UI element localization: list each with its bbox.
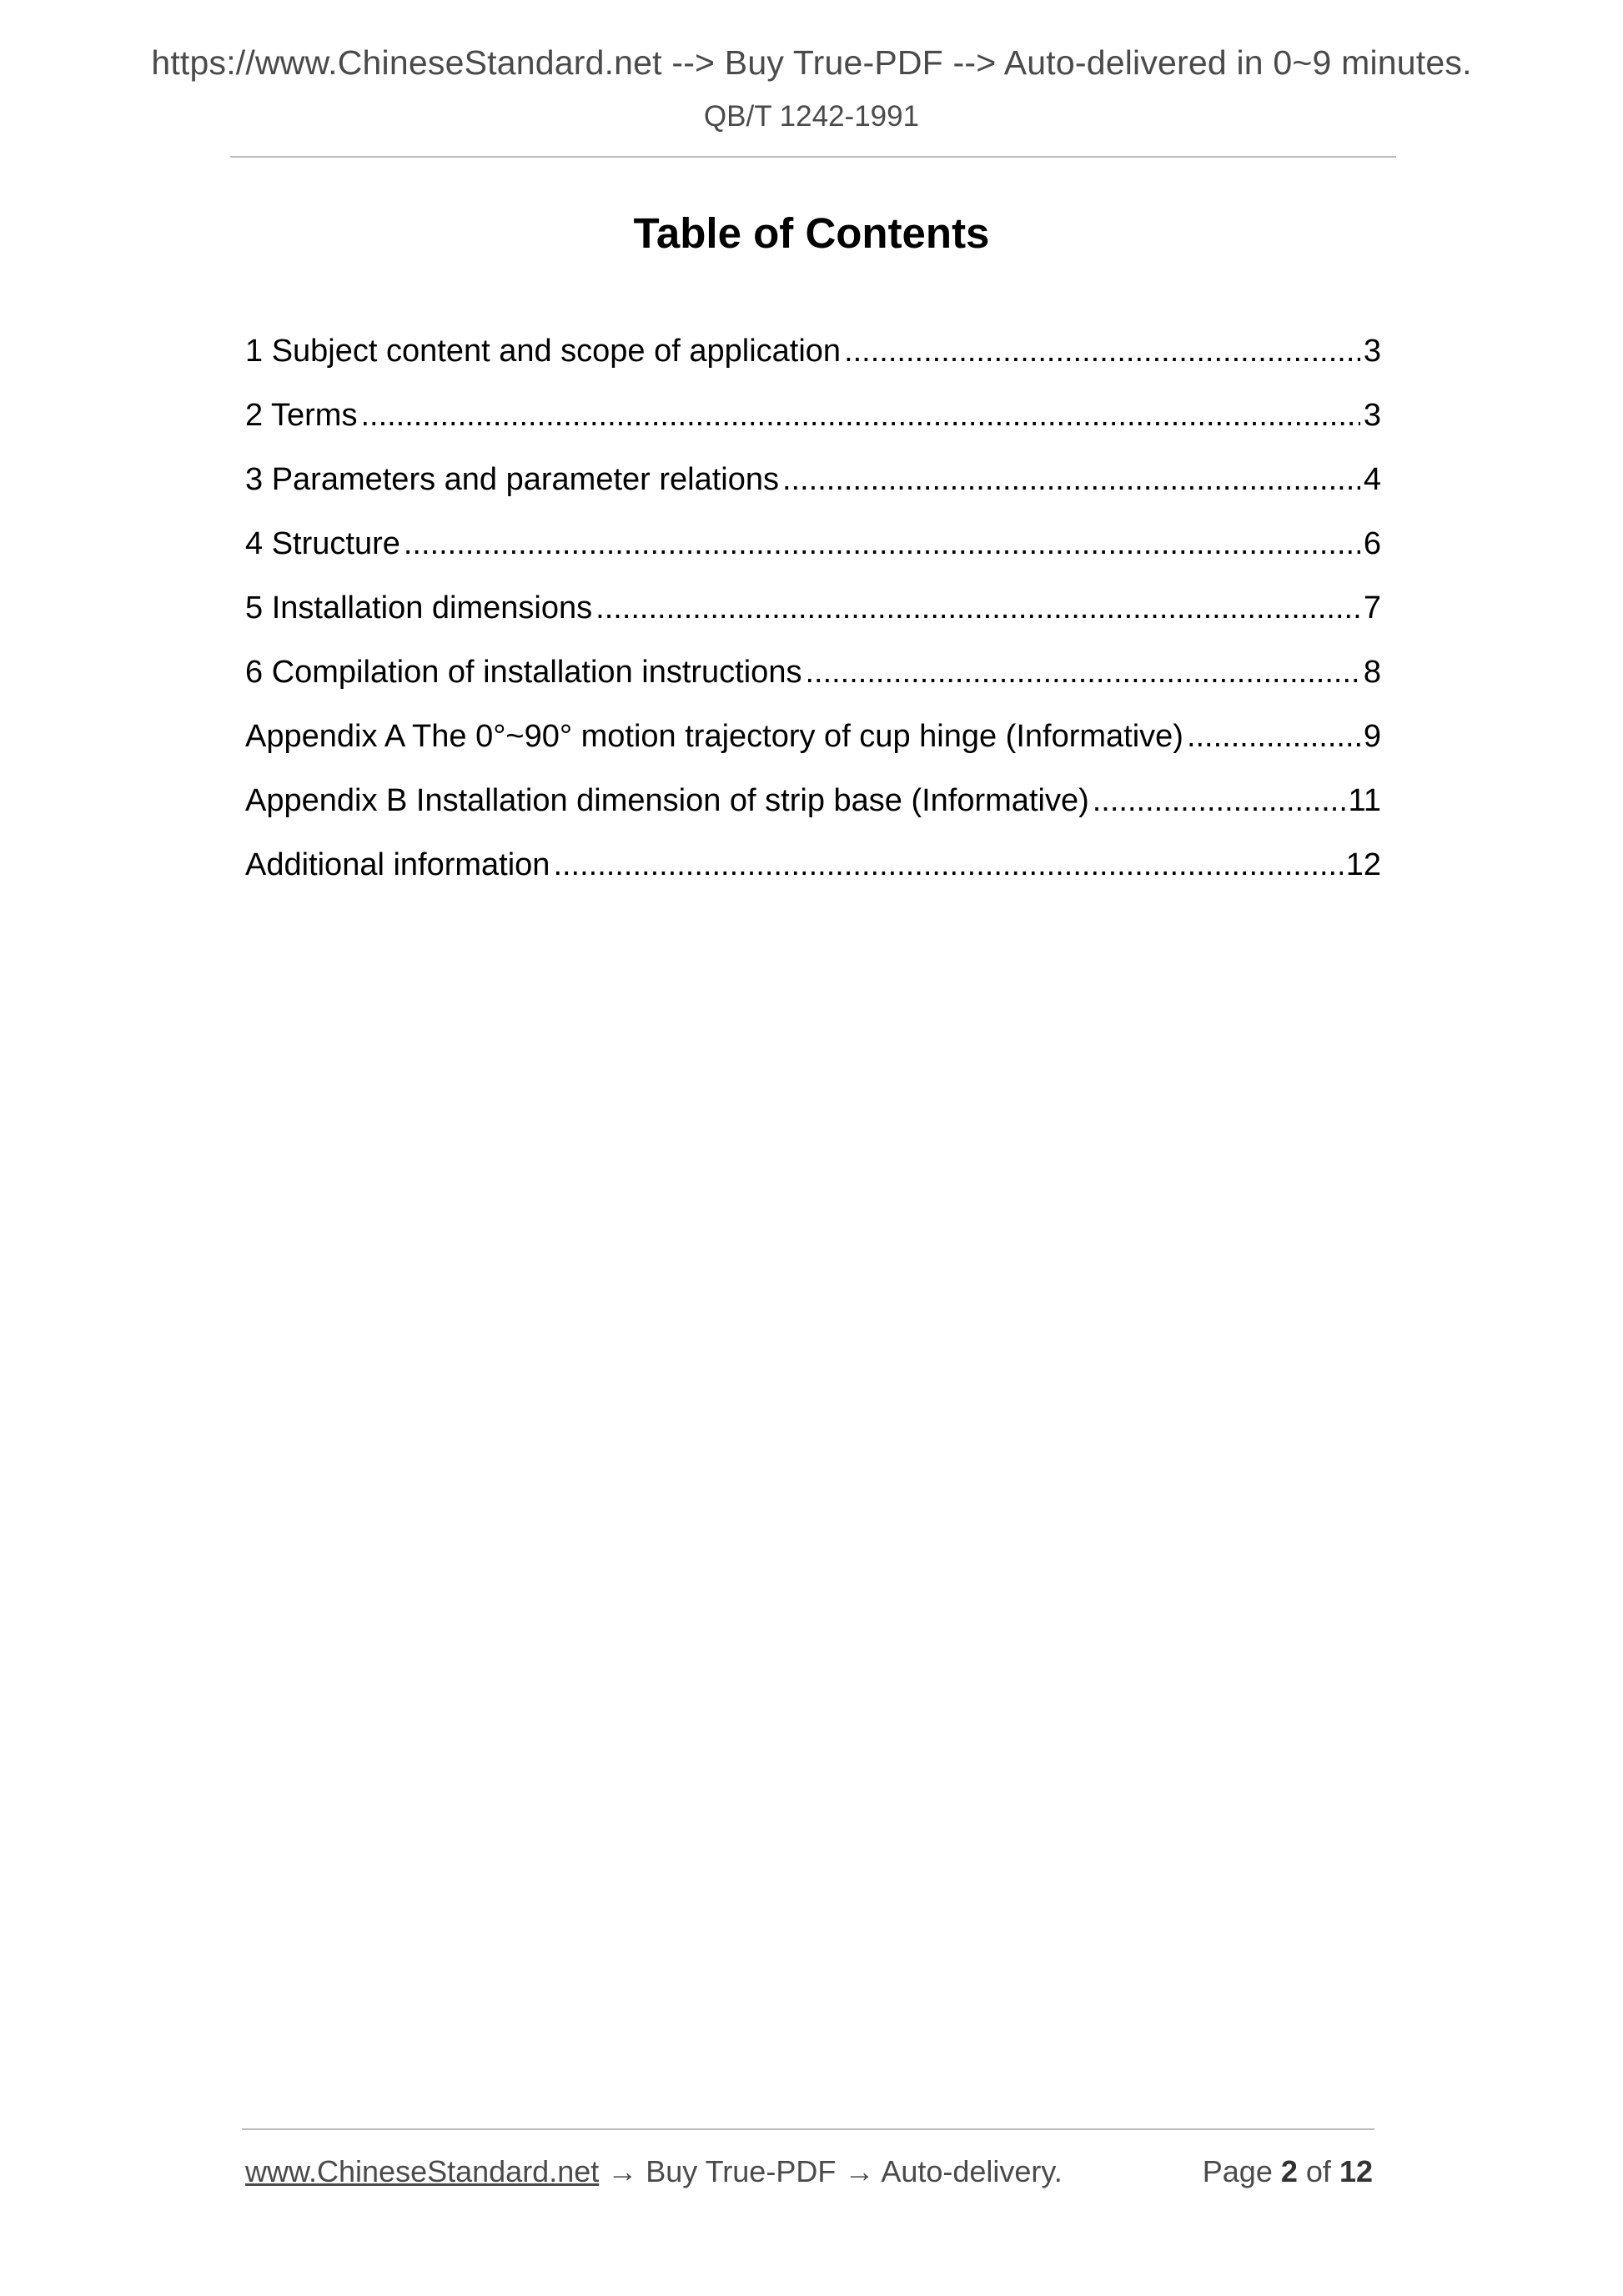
toc-entry-label: Appendix A The 0°~90° motion trajectory of cup hinge (Informative) — [245, 719, 1183, 754]
page-number — [1203, 2154, 1373, 2189]
page-total: 12 — [1339, 2154, 1373, 2188]
toc-leader-dots — [360, 394, 1359, 436]
footer-divider — [242, 2128, 1374, 2130]
toc-entry-page: 3 — [1363, 398, 1381, 433]
toc-leader-dots — [782, 459, 1360, 500]
toc-entry-page: 4 — [1363, 462, 1381, 497]
toc-entry[interactable] — [245, 523, 1381, 587]
toc-entry[interactable] — [245, 587, 1381, 651]
toc-leader-dots — [844, 330, 1360, 372]
toc-entry-page: 3 — [1363, 334, 1381, 369]
toc-entry-label: 2 Terms — [245, 398, 358, 433]
toc-entry-label: Additional information — [245, 847, 550, 882]
toc-leader-dots — [1187, 716, 1360, 757]
toc-entry-label: 5 Installation dimensions — [245, 590, 593, 625]
toc-title: Table of Contents — [633, 209, 990, 257]
toc-entry-page: 11 — [1348, 783, 1381, 818]
toc-leader-dots — [553, 844, 1342, 886]
toc-entry-label: 3 Parameters and parameter relations — [245, 462, 779, 497]
top-banner: https://www.ChineseStandard.net --> Buy True-PDF --> Auto-delivered in 0~9 minutes. — [151, 43, 1472, 82]
toc-entry-page: 6 — [1363, 526, 1381, 561]
toc-entry-page: 8 — [1363, 655, 1381, 690]
of-word: of — [1305, 2154, 1331, 2188]
toc-entry-label: 1 Subject content and scope of application — [245, 334, 842, 369]
toc-entry-page: 7 — [1363, 590, 1381, 625]
toc-leader-dots — [404, 523, 1360, 565]
toc-entry[interactable] — [245, 716, 1381, 780]
toc-entry-page: 12 — [1345, 847, 1381, 882]
toc-entry[interactable] — [245, 844, 1381, 908]
toc-entry-label: 6 Compilation of installation instructions — [245, 655, 802, 690]
toc-entry-label: 4 Structure — [245, 526, 400, 561]
footer-tagline: → Buy True-PDF → Auto-delivery. — [599, 2154, 1063, 2188]
toc-entry[interactable] — [245, 394, 1381, 459]
toc-entry[interactable] — [245, 780, 1381, 844]
footer-site-link[interactable]: www.ChineseStandard.net — [245, 2154, 600, 2188]
toc-entry[interactable] — [245, 330, 1381, 394]
toc-entry-label: Appendix B Installation dimension of strip base (Informative) — [245, 783, 1089, 818]
page-word: Page — [1202, 2154, 1273, 2188]
toc-entry[interactable] — [245, 651, 1381, 716]
page-footer — [245, 2154, 1373, 2189]
page-current: 2 — [1280, 2154, 1298, 2188]
standard-code: QB/T 1242-1991 — [703, 100, 920, 133]
toc-list — [245, 330, 1381, 908]
toc-leader-dots — [805, 651, 1359, 693]
toc-entry-page: 9 — [1363, 719, 1381, 754]
toc-leader-dots — [595, 587, 1360, 629]
header-divider — [230, 156, 1396, 158]
toc-leader-dots — [1093, 780, 1345, 821]
toc-entry[interactable] — [245, 459, 1381, 523]
